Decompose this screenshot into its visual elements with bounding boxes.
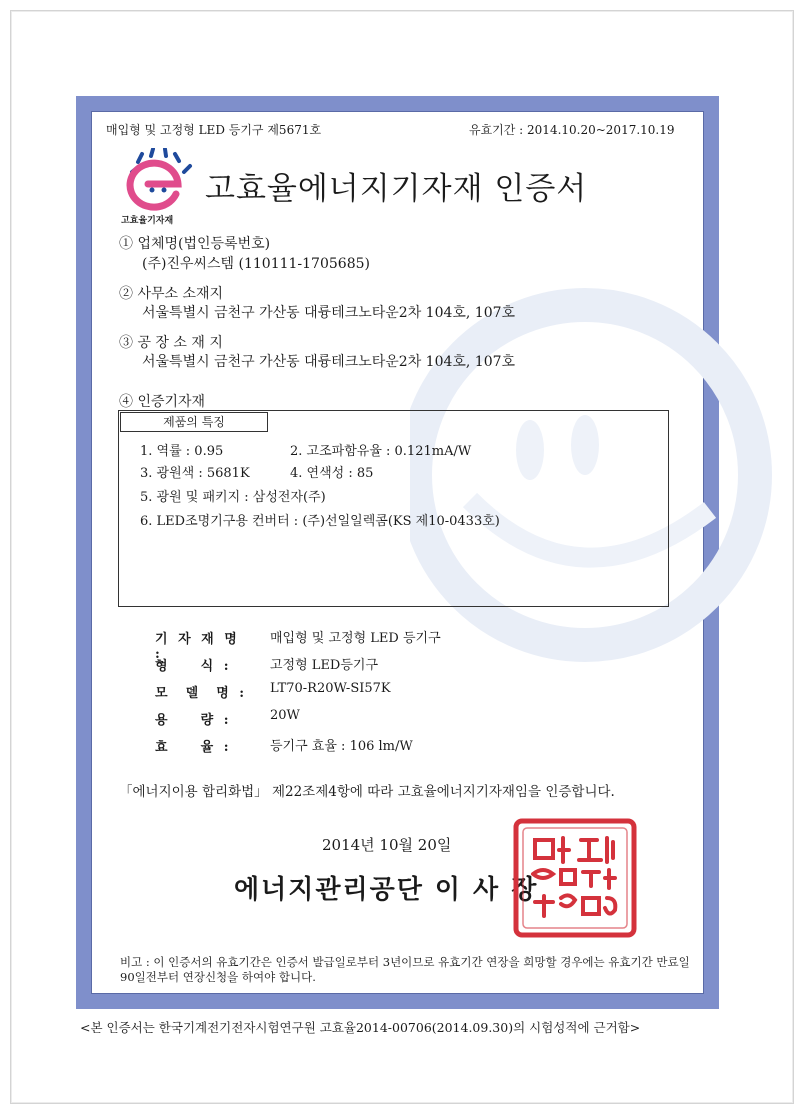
spec-label: 효 율 : <box>155 740 232 755</box>
factory-label: ③ 공 장 소 재 지 <box>119 335 223 351</box>
spec-value: 20W <box>270 708 300 723</box>
factory-value: 서울특별시 금천구 가산동 대륭테크노타운2차 104호, 107호 <box>142 354 516 370</box>
logo-label: 고효율기자재 <box>121 216 174 226</box>
feature-item: 6. LED조명기구용 컨버터 : (주)선일일렉콤(KS 제10-0433호) <box>140 514 500 529</box>
spec-value: LT70-R20W-SI57K <box>270 681 391 696</box>
validity-period: 유효기간 : 2014.10.20~2017.10.19 <box>469 123 675 137</box>
spec-value: 매입형 및 고정형 LED 등기구 <box>270 631 441 646</box>
feature-item: 5. 광원 및 패키지 : 삼성전자(주) <box>140 490 326 505</box>
spec-value: 고정형 LED등기구 <box>270 658 379 673</box>
spec-label: 모 델 명 : <box>155 686 248 701</box>
features-box-label: 제품의 특징 <box>120 412 268 432</box>
certificate-title: 고효율에너지기자재 인증서 <box>205 171 588 207</box>
office-label: ② 사무소 소재지 <box>119 286 224 302</box>
spec-label: 기 자 재 명 : <box>155 632 240 662</box>
spec-label: 형 식 : <box>155 659 232 674</box>
certification-statement: 「에너지이용 합리화법」 제22조제4항에 따라 고효율에너지기자재임을 인증합니다. <box>119 784 615 800</box>
issuer-name: 에너지관리공단 이 사 장 <box>234 875 539 905</box>
feature-item: 3. 광원색 : 5681K <box>140 466 250 481</box>
spec-value: 등기구 효율 : 106 lm/W <box>270 739 413 754</box>
office-value: 서울특별시 금천구 가산동 대륭테크노타운2차 104호, 107호 <box>142 305 516 321</box>
feature-item: 2. 고조파함유율 : 0.121mA/W <box>290 444 472 459</box>
company-value: (주)진우씨스템 (110111-1705685) <box>142 256 370 272</box>
spec-label: 용 량 : <box>155 713 232 728</box>
remarks-note: 비고 : 이 인증서의 유효기간은 인증서 발급일로부터 3년이므로 유효기간 연장을 희망할 경우에는 유효기간 만료일 90일전부터 연장신청을 하여야 합니다. <box>120 955 690 984</box>
footer-note: <본 인증서는 한국기계전기전자시험연구원 고효율2014-00706(2014.09.30)의 시험성적에 근거함> <box>80 1020 641 1035</box>
official-seal-icon <box>513 818 637 938</box>
certified-label: ④ 인증기자재 <box>119 394 206 410</box>
company-label: ① 업체명(법인등록번호) <box>119 236 271 252</box>
feature-item: 4. 연색성 : 85 <box>290 466 374 481</box>
feature-item: 1. 역률 : 0.95 <box>140 444 224 459</box>
product-number: 매입형 및 고정형 LED 등기구 제5671호 <box>106 123 322 137</box>
issue-date: 2014년 10월 20일 <box>322 836 452 854</box>
